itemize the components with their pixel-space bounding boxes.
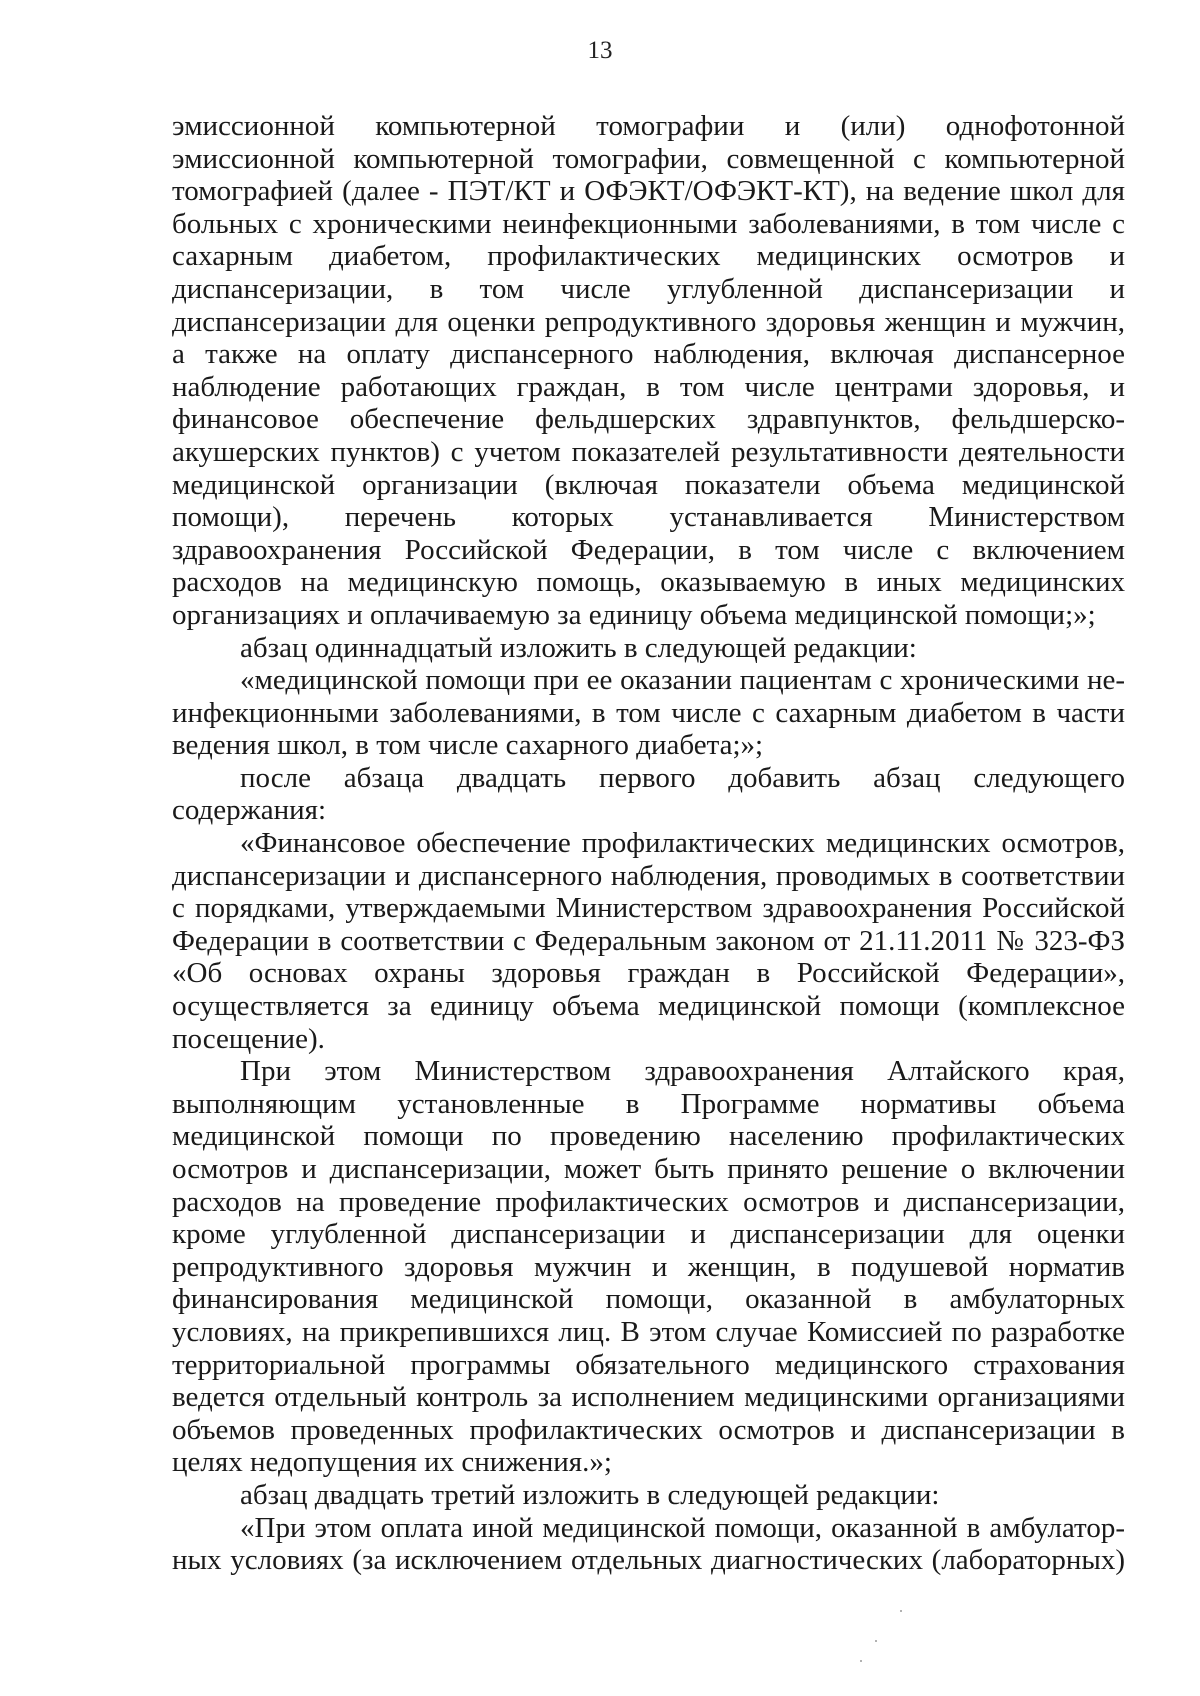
paragraph-body: При этом Министерством здравоохранения Алтайского края, выполняющим установленные в Программе нормативы объема медицинской помощи по проведению населению профилактических осмотров и диспансеризации, может быть принято решение о включении расходов на проведение профилактических осмотров и диспансеризации, кроме углубленной диспансеризации и диспансеризации для оценки репродуктивного здоровья мужчин и женщин, в подушевой норматив финансирования медицинской помощи, оказанной в амбулаторных условиях, на прикрепившихся лиц. В этом случае Комиссией по разработке территориальной программы обязательного медицинского страхования ведется отдельный контроль за исполнением медицинскими организациями объемов проведенных профилактических осмотров и диспансеризации в целях недопущения их снижения.»; bbox=[172, 1055, 1125, 1479]
scan-speck bbox=[900, 1610, 902, 1612]
page-number: 13 bbox=[587, 37, 613, 64]
paragraph-quoted: «При этом оплата иной медицинской помощи, оказанной в амбулатор-ных условиях (за исключением отдельных диагностических (лабораторных) bbox=[172, 1511, 1125, 1577]
scan-speck bbox=[875, 1640, 877, 1642]
paragraph-instruction: после абзаца двадцать первого добавить абзац следующего содержания: bbox=[172, 761, 1125, 827]
document-body bbox=[172, 110, 1125, 1577]
scan-speck bbox=[860, 1660, 862, 1662]
paragraph-instruction: абзац одиннадцатый изложить в следующей редакции: bbox=[240, 631, 917, 664]
paragraph-continuation: эмиссионной компьютерной томографии и (или) однофотонной эмиссионной компьютерной томографии, совмещенной с компьютерной томографией (далее - ПЭТ/КТ и ОФЭКТ/ОФЭКТ-КТ), на ведение школ для больных с хроническими неинфекционными заболеваниями, в том числе с сахарным диабетом, профилактических медицинских осмотров и диспансеризации, в том числе углубленной диспансеризации и диспансеризации для оценки репродуктивного здоровья женщин и мужчин, а также на оплату диспансерного наблюдения, включая диспансерное наблюдение работающих граждан, в том числе центрами здоровья, и финансовое обеспечение фельдшерских здравпунктов, фельдшерско-акушерских пунктов) с учетом показателей результативности деятельности медицинской организации (включая показатели объема медицинской помощи), перечень которых устанавливается Министерством здравоохранения Российской Федерации, в том числе с включением расходов на медицинскую помощь, оказываемую в иных медицинских организациях и оплачиваемую за единицу объема медицинской помощи;»; bbox=[172, 110, 1125, 631]
paragraph-quoted: «Финансовое обеспечение профилактических медицинских осмотров, диспансеризации и диспансерного наблюдения, проводимых в соответствии с порядками, утверждаемыми Министерством здравоохранения Российской Федерации в соответствии с Федеральным законом от 21.11.2011 № 323-ФЗ «Об основах охраны здоровья граждан в Российской Федерации», осуществляется за единицу объема медицинской помощи (комплексное посещение). bbox=[172, 827, 1125, 1055]
paragraph-instruction: абзац двадцать третий изложить в следующей редакции: bbox=[240, 1478, 940, 1511]
paragraph-quoted: «медицинской помощи при ее оказании пациентам с хроническими не-инфекционными заболеваниями, в том числе с сахарным диабетом в части ведения школ, в том числе сахарного диабета;»; bbox=[172, 664, 1125, 762]
